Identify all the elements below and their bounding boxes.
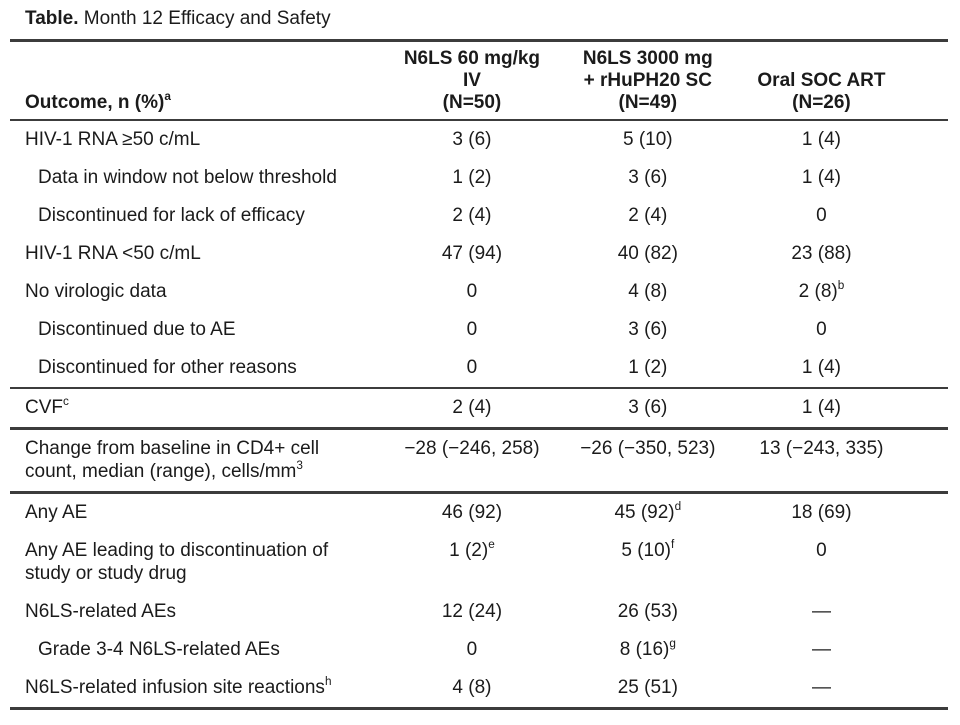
cell-value: 1 (4) bbox=[801, 357, 841, 378]
table-row bbox=[10, 349, 948, 388]
header-col-line: (N=50) bbox=[442, 92, 502, 113]
header-col bbox=[559, 41, 737, 121]
cell-value: 3 (6) bbox=[628, 397, 668, 418]
cell-value: 1 (4) bbox=[801, 129, 841, 150]
header-col-line: (N=49) bbox=[618, 92, 678, 113]
row-label: Change from baseline in CD4+ cell count, median (range), cells/$mm^3$ bbox=[25, 438, 320, 482]
cell-value: 45 $(92)^d$ bbox=[614, 499, 682, 523]
cell-value: −26 (−350, 523) bbox=[580, 438, 716, 459]
table-row bbox=[10, 388, 948, 429]
row-label: Discontinued for lack of efficacy bbox=[38, 205, 305, 226]
cell-value: 2 (4) bbox=[452, 205, 492, 226]
header-col-line: N6LS 60 mg/kg bbox=[403, 48, 541, 69]
table-row bbox=[10, 631, 948, 669]
row-label: HIV-1 RNA ≥50 c/mL bbox=[25, 129, 201, 150]
row-label-footnote: c bbox=[63, 394, 69, 408]
table-row bbox=[10, 429, 948, 493]
cell-value: 18 (69) bbox=[791, 502, 852, 523]
cell-value: 1 (4) bbox=[801, 397, 841, 418]
efficacy-safety-table bbox=[10, 39, 948, 710]
table-title bbox=[10, 8, 948, 30]
row-label-footnote: h bbox=[324, 674, 332, 688]
table-row bbox=[10, 493, 948, 533]
row-label-footnote: 3 bbox=[296, 458, 303, 472]
cell-value: 2 (4) bbox=[628, 205, 668, 226]
cell-value: — bbox=[811, 639, 831, 660]
cell-value: — bbox=[811, 677, 831, 698]
header-col-line: Oral SOC ART bbox=[757, 70, 886, 91]
header-outcome-footnote: a bbox=[164, 89, 171, 103]
table-title-text: Month 12 Efficacy and Safety bbox=[78, 8, 331, 29]
cell-footnote: g bbox=[669, 636, 676, 650]
cell-footnote: e bbox=[488, 537, 495, 551]
header-row bbox=[10, 41, 948, 121]
cell-value: 47 (94) bbox=[441, 243, 503, 264]
header-outcome-label: Outcome, n (%) bbox=[25, 92, 165, 113]
cell-footnote: b bbox=[837, 278, 845, 292]
table-row bbox=[10, 120, 948, 159]
cell-value: 1 (2) bbox=[628, 357, 668, 378]
cell-value: 46 (92) bbox=[441, 502, 503, 523]
row-label: CVF$^c$ bbox=[25, 394, 69, 418]
row-label: Grade 3-4 N6LS-related AEs bbox=[38, 639, 280, 660]
row-label: No virologic data bbox=[25, 281, 167, 302]
table-row bbox=[10, 669, 948, 709]
cell-value: 23 (88) bbox=[791, 243, 852, 264]
row-label: N6LS-related infusion site reactions$^h$ bbox=[25, 674, 332, 698]
row-label: Data in window not below threshold bbox=[38, 167, 337, 188]
cell-value: 0 bbox=[816, 205, 827, 226]
cell-value: −28 (−246, 258) bbox=[404, 438, 540, 459]
header-col-line: IV bbox=[462, 70, 481, 91]
cell-value: 12 (24) bbox=[441, 601, 503, 622]
row-label: Any AE leading to discontinuation of study or study drug bbox=[25, 540, 329, 584]
table-body bbox=[10, 120, 948, 709]
cell-value: 0 bbox=[466, 281, 478, 302]
header-col bbox=[385, 41, 559, 121]
cell-value: 0 bbox=[466, 357, 478, 378]
cell-value: 0 bbox=[466, 639, 478, 660]
cell-value: 2 (4) bbox=[452, 397, 492, 418]
cell-value: 0 bbox=[816, 319, 827, 340]
cell-value: 1 (4) bbox=[801, 167, 841, 188]
row-label: HIV-1 RNA <50 c/mL bbox=[25, 243, 201, 264]
cell-value: 3 (6) bbox=[452, 129, 492, 150]
cell-value: 5 $(10)^f$ bbox=[621, 537, 675, 561]
cell-value: 0 bbox=[466, 319, 478, 340]
header-col-line: + rHuPH20 SC bbox=[583, 70, 712, 91]
cell-value: 26 (53) bbox=[617, 601, 678, 622]
cell-value: 3 (6) bbox=[628, 167, 668, 188]
cell-value: 2 $(8)^b$ bbox=[798, 278, 845, 302]
row-label: Discontinued due to AE bbox=[38, 319, 236, 340]
cell-value: 0 bbox=[816, 540, 827, 561]
table-row bbox=[10, 311, 948, 349]
table-row bbox=[10, 159, 948, 197]
cell-value: 13 (−243, 335) bbox=[759, 438, 884, 459]
cell-value: 25 (51) bbox=[617, 677, 678, 698]
table-row bbox=[10, 532, 948, 593]
table-figure bbox=[10, 8, 948, 710]
cell-footnote: d bbox=[674, 499, 682, 513]
cell-value: 4 (8) bbox=[628, 281, 668, 302]
cell-value: 1 (2) bbox=[452, 167, 492, 188]
cell-value: 8 $(16)^g$ bbox=[619, 636, 676, 660]
header-col bbox=[737, 41, 948, 121]
cell-value: 4 (8) bbox=[452, 677, 492, 698]
row-label: N6LS-related AEs bbox=[25, 601, 177, 622]
table-row bbox=[10, 593, 948, 631]
header-col-line: N6LS 3000 mg bbox=[582, 48, 713, 69]
row-label: Any AE bbox=[25, 502, 88, 523]
cell-value: 5 (10) bbox=[622, 129, 673, 150]
table-header bbox=[10, 41, 948, 121]
cell-footnote: f bbox=[670, 537, 675, 551]
cell-value: 1 $(2)^e$ bbox=[449, 537, 495, 561]
cell-value: 40 (82) bbox=[617, 243, 678, 264]
header-col-line: (N=26) bbox=[792, 92, 851, 113]
header-outcome bbox=[10, 41, 385, 121]
table-row bbox=[10, 197, 948, 235]
row-label: Discontinued for other reasons bbox=[38, 357, 297, 378]
cell-value: — bbox=[811, 601, 831, 622]
cell-value: 3 (6) bbox=[628, 319, 668, 340]
table-title-label: Table. bbox=[25, 8, 79, 29]
table-row bbox=[10, 273, 948, 311]
table-row bbox=[10, 235, 948, 273]
